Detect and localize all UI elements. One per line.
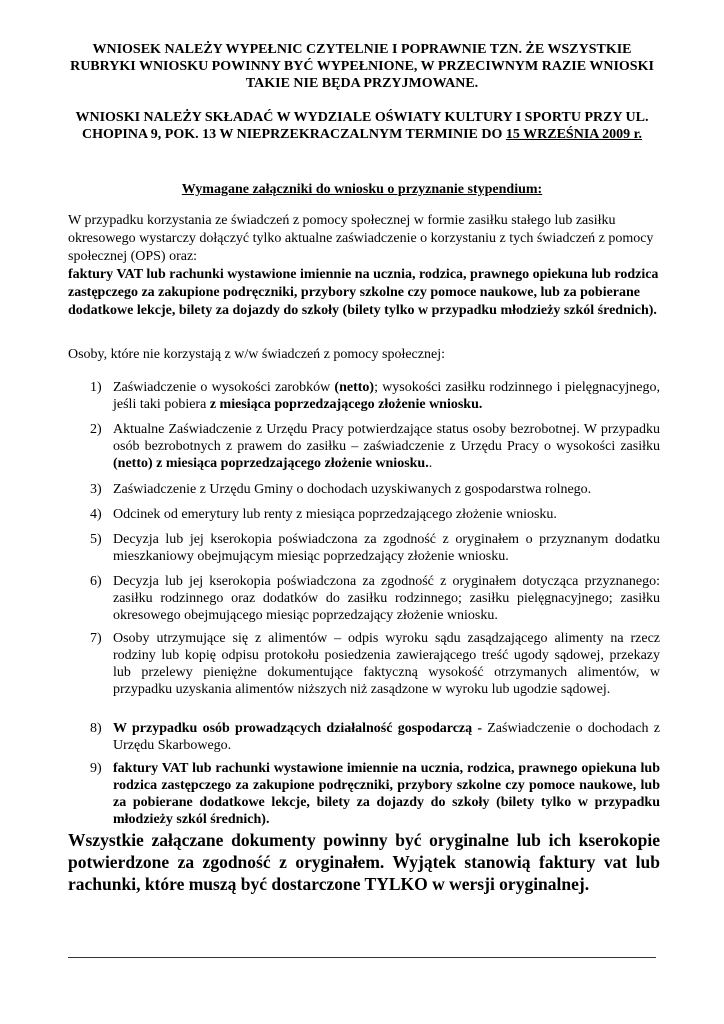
list-item-number: 9) — [90, 761, 102, 776]
list-item-text: Odcinek od emerytury lub renty z miesiąca poprzedzającego złożenie wniosku. — [113, 507, 557, 522]
footer-divider — [68, 957, 656, 958]
list-item-text: . — [428, 456, 433, 471]
list-item-bold: W przypadku osób prowadzących działalność gospodarczą - — [113, 721, 483, 736]
list-item-text: Zaświadczenie o dochodach z Urzędu Skarbowego. — [113, 721, 660, 753]
list-item — [90, 379, 660, 421]
list-item-number: 5) — [90, 532, 102, 547]
header-deadline-notice — [60, 109, 664, 143]
list-item — [90, 506, 660, 531]
list-item — [90, 481, 660, 506]
list-item-number: 3) — [90, 482, 102, 497]
list-item-text: Osoby utrzymujące się z alimentów – odpis wyroku sądu zasądzającego alimenty na rzecz rodziny lub kopię odpisu protokołu posiedzenia zawierającego treść ugody sądowej, przekazy lub przelewy pieniężne dokumentujące faktyczną wysokość otrzymanych alimentów, w przypadku uzyskania alimentów niższych niż zasądzone w wyroku lub ugodzie sądowej. — [113, 631, 660, 697]
list-item-number: 1) — [90, 380, 102, 395]
list-item-bold: faktury VAT lub rachunki wystawione imiennie na ucznia, rodzica, prawnego opiekuna lub rodzica zastępczego za zakupione podręczniki, przybory szkolne czy pomoce naukowe, lub za pobierane dodatkowe lekcje, bilety za dojazdy do szkoły (bilety tylko w przypadku młodzieży szkól średnich). — [113, 761, 660, 827]
persons-intro: Osoby, które nie korzystają z w/w świadczeń z pomocy społecznej: — [68, 347, 445, 362]
list-item-text: Zaświadczenie o wysokości zarobków — [113, 380, 335, 395]
list-item-text: Aktualne Zaświadczenie z Urzędu Pracy potwierdzające status osoby bezrobotnej. W przypadku osób bezrobotnych z prawem do zasiłku – zaświadczenie z Urzędu Pracy o wysokości zasiłku — [113, 422, 660, 454]
list-item-text: ; wysokości zasiłku rodzinnego i pielęgnacyjnego, jeśli taki pobiera — [113, 380, 661, 412]
list-item — [90, 531, 660, 573]
list-item-number: 7) — [90, 631, 102, 646]
list-item-bold: (netto) z miesiąca poprzedzającego złożenie wniosku. — [113, 456, 429, 471]
section-title: Wymagane załączniki do wniosku o przyznanie stypendium: — [181, 182, 543, 197]
list-item — [90, 421, 660, 481]
intro-paragraph — [68, 212, 660, 320]
list-item — [90, 630, 660, 720]
header-deadline-text: WNIOSKI NALEŻY SKŁADAĆ W WYDZIALE OŚWIATY KULTURY I SPORTU PRZY UL. CHOPINA 9, POK. 13 W NIEPRZEKRACZALNYM TERMINIE DO — [75, 110, 649, 142]
list-item-number: 6) — [90, 574, 102, 589]
attachments-list — [90, 379, 660, 832]
list-item-bold: z miesiąca poprzedzającego złożenie wniosku. — [209, 397, 483, 412]
list-item-text: Zaświadczenie z Urzędu Gminy o dochodach uzyskiwanych z gospodarstwa rolnego. — [113, 482, 592, 497]
list-item-text: Decyzja lub jej kserokopia poświadczona za zgodność z oryginałem o przyznanym dodatku mieszkaniowy obejmującym miesiąc poprzedzający złożenie wniosku. — [113, 532, 660, 564]
list-item-text: Decyzja lub jej kserokopia poświadczona za zgodność z oryginałem dotycząca przyznanego: zasiłku rodzinnego oraz dodatków do zasiłku rodzinnego; zasiłku pielęgnacyjnego; zasiłku okresowego obejmującego miesiąc poprzedzający złożenie wniosku. — [113, 574, 660, 623]
list-item-number: 2) — [90, 422, 102, 437]
list-item — [90, 760, 660, 832]
intro-bold-text: faktury VAT lub rachunki wystawione imiennie na ucznia, rodzica, prawnego opiekuna lub rodzica zastępczego za zakupione podręczniki, przybory szkolne czy pomoce naukowe, lub za pobierane dodatkowe lekcje, bilety za dojazdy do szkoły (bilety tylko w przypadku młodzieży szkól średnich). — [68, 267, 659, 318]
list-item — [90, 573, 660, 630]
list-item — [90, 720, 660, 760]
list-item-number: 4) — [90, 507, 102, 522]
final-note: Wszystkie załączane dokumenty powinny być oryginalne lub ich kserokopie potwierdzone za zgodność z oryginałem. Wyjątek stanowią faktury vat lub rachunki, które muszą być dostarczone TYLKO w wersji oryginalnej. — [68, 830, 660, 894]
list-item-number: 8) — [90, 721, 102, 736]
header-notice: WNIOSEK NALEŻY WYPEŁNIC CZYTELNIE I POPRAWNIE TZN. ŻE WSZYSTKIE RUBRYKI WNIOSKU POWINNY BYĆ WYPEŁNIONE, W PRZECIWNYM RAZIE WNIOSKI TAKIE NIE BĘDA PRZYJMOWANE. — [70, 42, 654, 91]
intro-text: W przypadku korzystania ze świadczeń z pomocy społecznej w formie zasiłku stałego lub zasiłku okresowego wystarczy dołączyć tylko aktualne zaświadczenie o korzystaniu z tych świadczeń z pomocy społecznej (OPS) oraz: — [68, 213, 654, 264]
deadline-date: 15 WRZEŚNIA 2009 r. — [505, 127, 643, 142]
list-item-bold: (netto) — [334, 380, 375, 395]
